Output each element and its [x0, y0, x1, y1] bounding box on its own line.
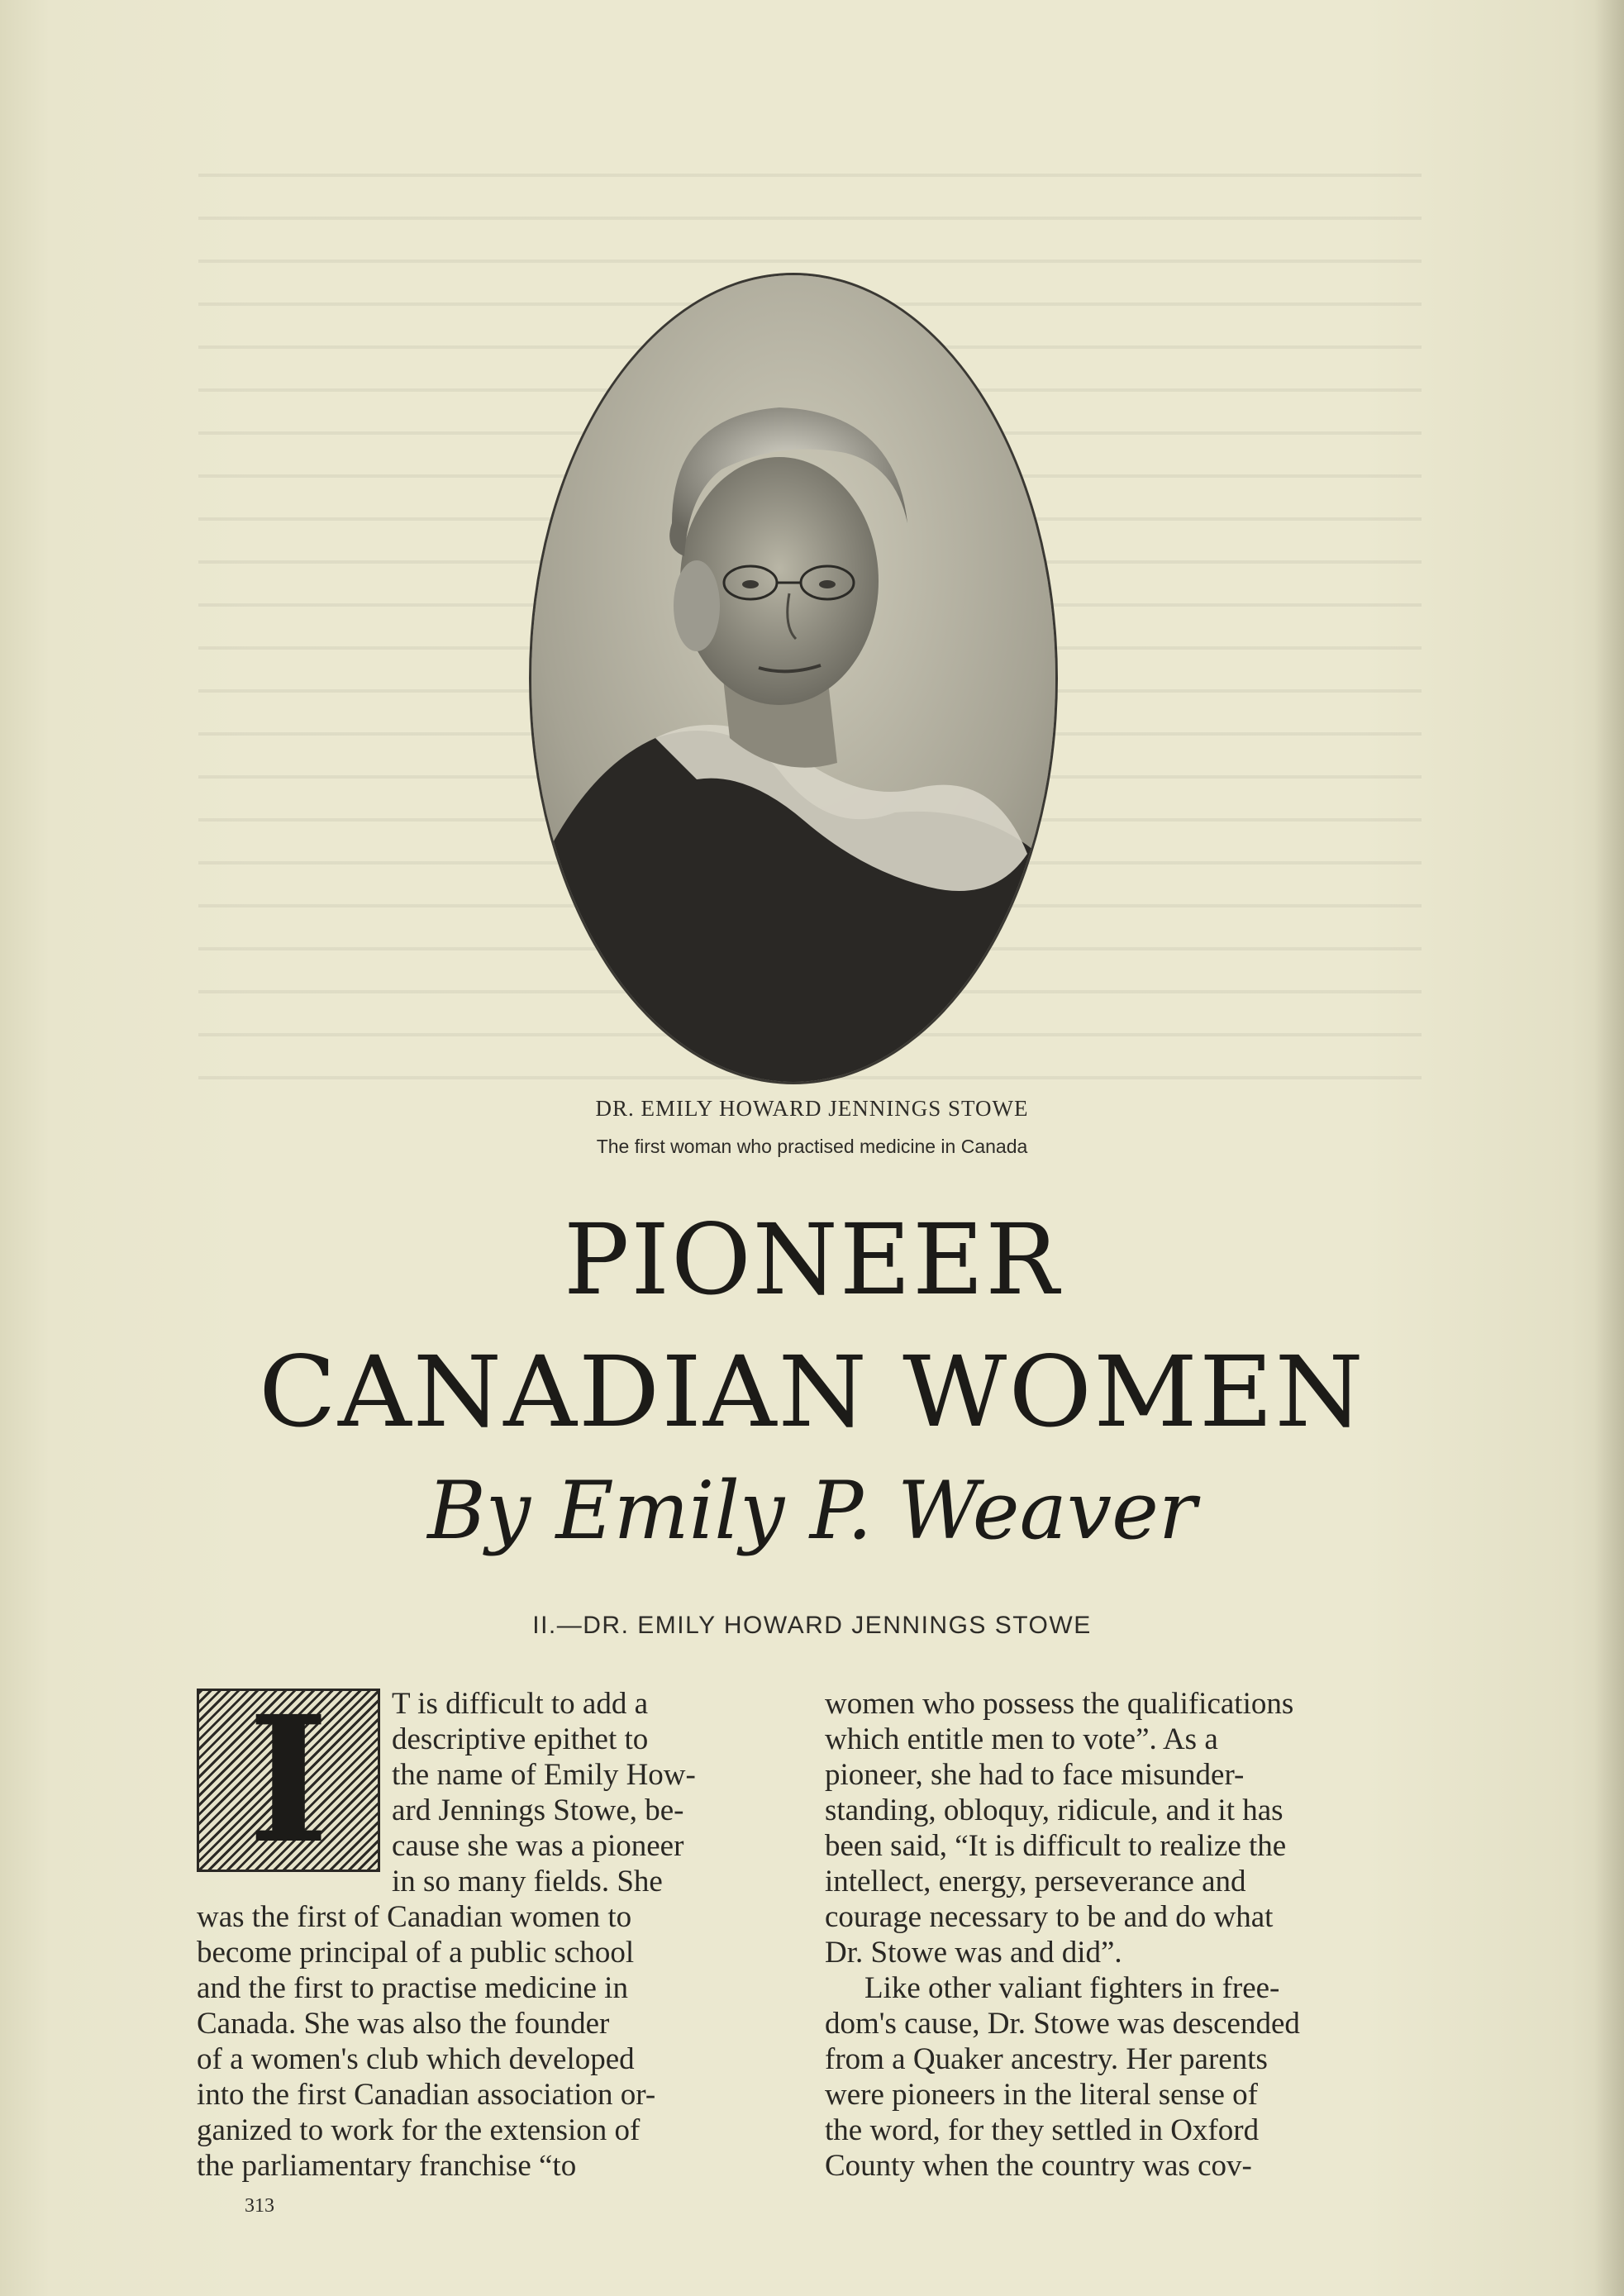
portrait-illustration	[531, 275, 1055, 1082]
left-column-line: into the first Canadian association or-	[197, 2078, 656, 2112]
article-byline: By Emily P. Weaver	[427, 1465, 1197, 1557]
right-column-line: County when the country was cov-	[825, 2149, 1252, 2183]
left-column-line: the name of Emily How-	[392, 1758, 696, 1792]
right-column-line: Like other valiant fighters in free-	[864, 1971, 1280, 2005]
drop-cap-initial	[197, 1678, 380, 1882]
left-column-line: T is difficult to add a	[392, 1687, 649, 1721]
right-column-line: dom's cause, Dr. Stowe was descended	[825, 2007, 1300, 2041]
portrait-caption-subtitle: The first woman who practised medicine in Canada	[596, 1136, 1028, 1157]
left-column-line: Canada. She was also the founder	[197, 2007, 610, 2041]
article-title-line2: CANADIAN WOMEN	[259, 1335, 1365, 1449]
left-column-line: the parliamentary franchise “to	[197, 2149, 577, 2183]
right-column-line: women who possess the qualifications	[825, 1687, 1294, 1721]
right-column-line: been said, “It is difficult to realize the	[825, 1829, 1287, 1863]
left-column-line: descriptive epithet to	[392, 1722, 649, 1756]
article-title-line1: PIONEER	[563, 1203, 1061, 1317]
right-column-line: were pioneers in the literal sense of	[825, 2078, 1258, 2112]
left-column-line: of a women's club which developed	[197, 2042, 635, 2076]
portrait-photo	[529, 273, 1058, 1084]
page-number: 313	[245, 2195, 274, 2217]
left-column-line: was the first of Canadian women to	[197, 1900, 632, 1934]
right-column-line: pioneer, she had to face misunder-	[825, 1758, 1245, 1792]
right-column-line: intellect, energy, perseverance and	[825, 1865, 1246, 1898]
right-column-line: from a Quaker ancestry. Her parents	[825, 2042, 1268, 2076]
right-column-line: which entitle men to vote”. As a	[825, 1722, 1218, 1756]
left-column-line: ganized to work for the extension of	[197, 2113, 641, 2147]
right-column-line: courage necessary to be and do what	[825, 1900, 1274, 1934]
portrait-caption-name: DR. EMILY HOWARD JENNINGS STOWE	[595, 1096, 1029, 1121]
right-column-line: standing, obloquy, ridicule, and it has	[825, 1793, 1283, 1827]
left-column-line: ard Jennings Stowe, be-	[392, 1793, 684, 1827]
right-column-line: Dr. Stowe was and did”.	[825, 1936, 1122, 1970]
article-subheading: II.—DR. EMILY HOWARD JENNINGS STOWE	[532, 1612, 1092, 1639]
left-column-line: become principal of a public school	[197, 1936, 635, 1970]
left-column-line: in so many fields. She	[392, 1865, 663, 1898]
right-column-line: the word, for they settled in Oxford	[825, 2113, 1260, 2147]
drop-cap-letter: I	[199, 1691, 378, 1870]
left-column-line: and the first to practise medicine in	[197, 1971, 628, 2005]
left-column-line: cause she was a pioneer	[392, 1829, 684, 1863]
